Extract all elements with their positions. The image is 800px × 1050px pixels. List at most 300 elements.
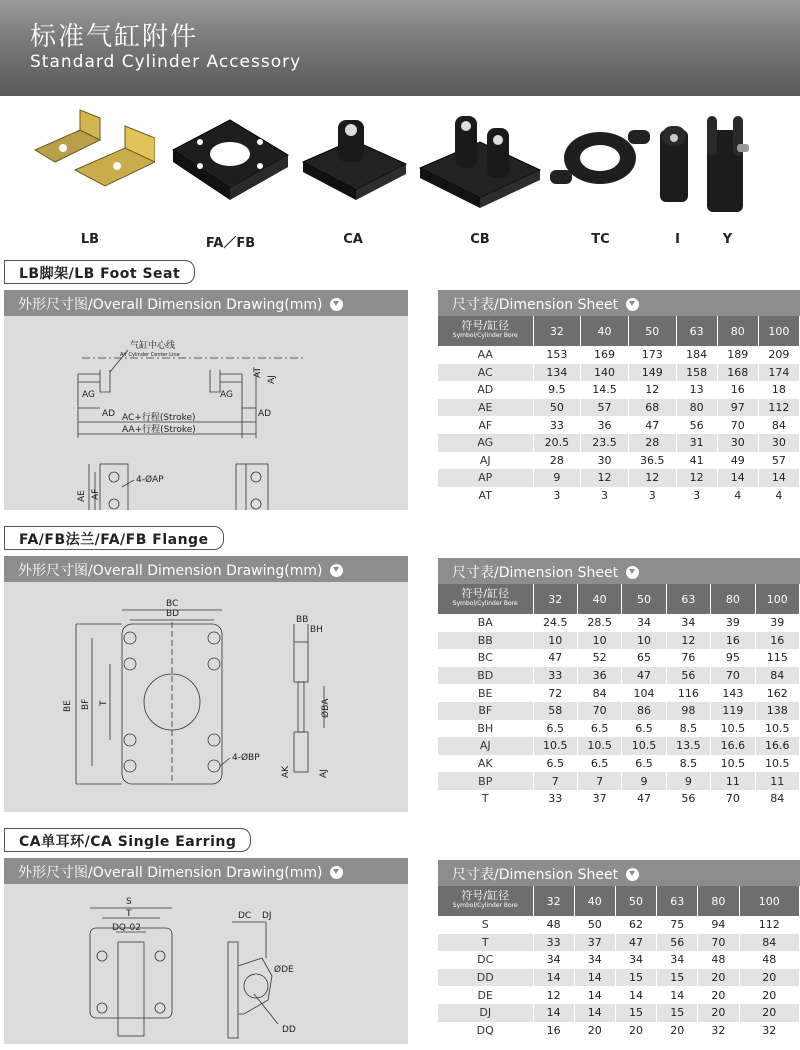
table-row xyxy=(438,755,800,773)
value-cell: 10.5 xyxy=(711,755,755,773)
bb-label: BB xyxy=(296,615,309,625)
bore-header: 50 xyxy=(622,584,666,614)
value-cell: 70 xyxy=(711,790,755,808)
table-row xyxy=(438,969,800,987)
value-cell: 70 xyxy=(717,416,758,434)
bore-header: 40 xyxy=(581,316,629,346)
value-cell: 189 xyxy=(717,346,758,364)
value-cell: 3 xyxy=(676,487,717,505)
value-cell: 112 xyxy=(758,399,799,417)
value-cell: 57 xyxy=(581,399,629,417)
ac-label: AC+行程(Stroke) xyxy=(122,413,196,423)
center-line-label-en: Air Cylinder Center Line xyxy=(120,352,180,358)
bore-header: 80 xyxy=(717,316,758,346)
product-label: LB xyxy=(80,232,100,247)
value-cell: 153 xyxy=(533,346,581,364)
value-cell: 184 xyxy=(676,346,717,364)
value-cell: 6.5 xyxy=(622,755,666,773)
value-cell: 12 xyxy=(666,632,710,650)
symbol-cell: S xyxy=(438,916,533,934)
value-cell: 36 xyxy=(581,416,629,434)
product-gallery xyxy=(0,100,800,250)
value-cell: 50 xyxy=(533,399,581,417)
table-row xyxy=(438,667,800,685)
value-cell: 95 xyxy=(711,649,755,667)
table-row xyxy=(438,790,800,808)
value-cell: 28.5 xyxy=(577,614,621,632)
fa-dimension-sheet xyxy=(438,558,800,808)
dj-label: DJ xyxy=(262,911,272,921)
value-cell: 47 xyxy=(622,667,666,685)
table-row xyxy=(438,614,800,632)
ag-label-right: AG xyxy=(220,390,233,400)
value-cell: 12 xyxy=(628,381,676,399)
symbol-cell: T xyxy=(438,934,533,952)
value-cell: 7 xyxy=(533,772,577,790)
value-cell: 169 xyxy=(581,346,629,364)
product-label: TC xyxy=(591,232,610,247)
value-cell: 34 xyxy=(657,951,698,969)
value-cell: 9 xyxy=(622,772,666,790)
value-cell: 34 xyxy=(615,951,656,969)
symbol-cell: T xyxy=(438,790,533,808)
t-label: T xyxy=(99,700,109,706)
value-cell: 24.5 xyxy=(533,614,577,632)
value-cell: 36.5 xyxy=(628,452,676,470)
value-cell: 112 xyxy=(739,916,799,934)
value-cell: 97 xyxy=(717,399,758,417)
value-cell: 41 xyxy=(676,452,717,470)
value-cell: 75 xyxy=(657,916,698,934)
symbol-cell: AK xyxy=(438,755,533,773)
bore-header: 50 xyxy=(628,316,676,346)
fa-dimension-drawing xyxy=(4,582,408,812)
lb-dimension-drawing xyxy=(4,316,408,510)
value-cell: 16 xyxy=(717,381,758,399)
table-row xyxy=(438,916,800,934)
page-title-cn: 标准气缸附件 xyxy=(30,22,199,52)
value-cell: 15 xyxy=(657,1004,698,1022)
product-label: FA／FB xyxy=(205,236,256,251)
value-cell: 10 xyxy=(622,632,666,650)
value-cell: 80 xyxy=(676,399,717,417)
value-cell: 70 xyxy=(711,667,755,685)
value-cell: 116 xyxy=(666,684,710,702)
value-cell: 173 xyxy=(628,346,676,364)
value-cell: 58 xyxy=(533,702,577,720)
value-cell: 32 xyxy=(739,1022,799,1040)
ca-drawing-bar xyxy=(4,858,408,884)
s-label: S xyxy=(126,897,132,907)
value-cell: 49 xyxy=(717,452,758,470)
bore-header: 100 xyxy=(755,584,799,614)
value-cell: 16 xyxy=(711,632,755,650)
value-cell: 18 xyxy=(758,381,799,399)
info-icon xyxy=(330,866,343,879)
table-row xyxy=(438,346,800,364)
table-row xyxy=(438,772,800,790)
value-cell: 31 xyxy=(676,434,717,452)
symbol-cell: AA xyxy=(438,346,533,364)
value-cell: 34 xyxy=(574,951,615,969)
t-label: T xyxy=(126,909,132,919)
table-row xyxy=(438,684,800,702)
symbol-cell: BB xyxy=(438,632,533,650)
value-cell: 6.5 xyxy=(577,755,621,773)
value-cell: 16.6 xyxy=(711,737,755,755)
value-cell: 11 xyxy=(711,772,755,790)
value-cell: 14 xyxy=(615,986,656,1004)
value-cell: 20 xyxy=(698,1004,739,1022)
symbol-cell: BF xyxy=(438,702,533,720)
lb-dimension-sheet xyxy=(438,290,800,504)
symbol-header: 符号/缸径 Symbol/Cylinder Bore xyxy=(438,886,533,916)
page-title-en: Standard Cylinder Accessory xyxy=(30,52,302,72)
bore-header: 63 xyxy=(657,886,698,916)
value-cell: 20.5 xyxy=(533,434,581,452)
value-cell: 12 xyxy=(628,469,676,487)
table-row xyxy=(438,649,800,667)
product-cb xyxy=(415,100,545,247)
value-cell: 33 xyxy=(533,667,577,685)
table-row xyxy=(438,487,800,505)
table-row xyxy=(438,1022,800,1040)
value-cell: 10 xyxy=(533,632,577,650)
table-row xyxy=(438,632,800,650)
af-label: AF xyxy=(91,488,101,500)
info-icon xyxy=(626,298,639,311)
symbol-cell: BE xyxy=(438,684,533,702)
value-cell: 50 xyxy=(574,916,615,934)
ca-section-tab: CA单耳环/CA Single Earring xyxy=(4,828,251,852)
value-cell: 70 xyxy=(577,702,621,720)
value-cell: 56 xyxy=(676,416,717,434)
lb-sheet-bar xyxy=(438,290,800,316)
table-header xyxy=(438,584,800,614)
table-row xyxy=(438,720,800,738)
value-cell: 14 xyxy=(657,986,698,1004)
value-cell: 115 xyxy=(755,649,799,667)
table-row xyxy=(438,986,800,1004)
symbol-cell: BA xyxy=(438,614,533,632)
table-row xyxy=(438,434,800,452)
value-cell: 4 xyxy=(717,487,758,505)
symbol-cell: DE xyxy=(438,986,533,1004)
value-cell: 62 xyxy=(615,916,656,934)
value-cell: 12 xyxy=(581,469,629,487)
value-cell: 20 xyxy=(698,969,739,987)
symbol-cell: AJ xyxy=(438,737,533,755)
value-cell: 13 xyxy=(676,381,717,399)
lb-drawing-title: 外形尺寸图/Overall Dimension Drawing(mm) xyxy=(18,297,323,313)
table-row xyxy=(438,702,800,720)
value-cell: 30 xyxy=(758,434,799,452)
fa-section-tab: FA/FB法兰/FA/FB Flange xyxy=(4,526,224,550)
value-cell: 48 xyxy=(698,951,739,969)
page-header xyxy=(0,0,800,96)
value-cell: 104 xyxy=(622,684,666,702)
table-row xyxy=(438,416,800,434)
value-cell: 23.5 xyxy=(581,434,629,452)
value-cell: 47 xyxy=(615,934,656,952)
value-cell: 36 xyxy=(577,667,621,685)
value-cell: 86 xyxy=(622,702,666,720)
bore-header: 32 xyxy=(533,316,581,346)
value-cell: 14 xyxy=(574,986,615,1004)
symbol-cell: DD xyxy=(438,969,533,987)
table-row xyxy=(438,399,800,417)
info-icon xyxy=(330,564,343,577)
value-cell: 84 xyxy=(758,416,799,434)
table-body xyxy=(438,346,800,504)
value-cell: 37 xyxy=(577,790,621,808)
dc-label: DC xyxy=(238,911,252,921)
bore-header: 63 xyxy=(666,584,710,614)
ca-dimension-table xyxy=(438,886,800,1039)
ak-label: AK xyxy=(281,765,291,778)
table-row xyxy=(438,951,800,969)
value-cell: 84 xyxy=(755,790,799,808)
symbol-cell: BH xyxy=(438,720,533,738)
ca-dimension-sheet xyxy=(438,860,800,1039)
value-cell: 68 xyxy=(628,399,676,417)
bd-label: BD xyxy=(166,609,180,619)
value-cell: 140 xyxy=(581,364,629,382)
center-line-label-cn: 气缸中心线 xyxy=(130,341,176,351)
tc-trunnion-photo xyxy=(548,100,653,210)
info-icon xyxy=(626,868,639,881)
value-cell: 20 xyxy=(739,1004,799,1022)
value-cell: 76 xyxy=(666,649,710,667)
fa-drawing-title: 外形尺寸图/Overall Dimension Drawing(mm) xyxy=(18,563,323,579)
symbol-cell: AC xyxy=(438,364,533,382)
symbol-cell: AG xyxy=(438,434,533,452)
value-cell: 6.5 xyxy=(622,720,666,738)
symbol-cell: AP xyxy=(438,469,533,487)
ca-sheet-bar xyxy=(438,860,800,886)
product-label: CB xyxy=(470,232,490,247)
value-cell: 209 xyxy=(758,346,799,364)
table-header xyxy=(438,886,800,916)
value-cell: 14.5 xyxy=(581,381,629,399)
value-cell: 30 xyxy=(717,434,758,452)
lb-section-tab: LB脚架/LB Foot Seat xyxy=(4,260,195,284)
info-icon xyxy=(626,566,639,579)
fa-sheet-title: 尺寸表/Dimension Sheet xyxy=(452,565,619,581)
ca-sheet-title: 尺寸表/Dimension Sheet xyxy=(452,867,619,883)
value-cell: 11 xyxy=(755,772,799,790)
value-cell: 33 xyxy=(533,416,581,434)
value-cell: 20 xyxy=(615,1022,656,1040)
value-cell: 10.5 xyxy=(755,720,799,738)
ae-label: AE xyxy=(77,490,87,502)
bore-header: 80 xyxy=(711,584,755,614)
value-cell: 9.5 xyxy=(533,381,581,399)
value-cell: 56 xyxy=(657,934,698,952)
aa-label: AA+行程(Stroke) xyxy=(122,425,196,435)
value-cell: 10.5 xyxy=(755,755,799,773)
value-cell: 72 xyxy=(533,684,577,702)
product-label: I xyxy=(675,232,680,247)
bore-header: 100 xyxy=(739,886,799,916)
table-body xyxy=(438,614,800,808)
bore-header: 32 xyxy=(533,886,574,916)
value-cell: 20 xyxy=(698,986,739,1004)
value-cell: 20 xyxy=(657,1022,698,1040)
symbol-cell: AD xyxy=(438,381,533,399)
value-cell: 10.5 xyxy=(577,737,621,755)
fa-fb-flange-photo xyxy=(168,100,293,210)
ad-label-right: AD xyxy=(258,409,272,419)
value-cell: 162 xyxy=(755,684,799,702)
bore-header: 100 xyxy=(758,316,799,346)
value-cell: 34 xyxy=(666,614,710,632)
value-cell: 10.5 xyxy=(711,720,755,738)
de-label: ØDE xyxy=(274,965,294,975)
symbol-cell: AE xyxy=(438,399,533,417)
value-cell: 143 xyxy=(711,684,755,702)
symbol-cell: AF xyxy=(438,416,533,434)
value-cell: 4 xyxy=(758,487,799,505)
value-cell: 30 xyxy=(581,452,629,470)
fa-sheet-bar xyxy=(438,558,800,584)
bf-label: BF xyxy=(81,698,91,710)
symbol-cell: BP xyxy=(438,772,533,790)
value-cell: 70 xyxy=(698,934,739,952)
aj-label: AJ xyxy=(319,769,329,778)
ca-drawing-panel xyxy=(4,858,408,1044)
value-cell: 8.5 xyxy=(666,720,710,738)
value-cell: 10.5 xyxy=(533,737,577,755)
table-row xyxy=(438,934,800,952)
value-cell: 47 xyxy=(628,416,676,434)
value-cell: 20 xyxy=(739,986,799,1004)
value-cell: 3 xyxy=(581,487,629,505)
value-cell: 6.5 xyxy=(533,720,577,738)
value-cell: 48 xyxy=(739,951,799,969)
value-cell: 14 xyxy=(533,1004,574,1022)
value-cell: 37 xyxy=(574,934,615,952)
ap-label: 4-ØAP xyxy=(136,475,164,485)
value-cell: 20 xyxy=(574,1022,615,1040)
at-label: AT xyxy=(253,367,263,378)
value-cell: 10.5 xyxy=(622,737,666,755)
value-cell: 84 xyxy=(755,667,799,685)
symbol-header: 符号/缸径 Symbol/Cylinder Bore xyxy=(438,584,533,614)
value-cell: 15 xyxy=(615,1004,656,1022)
symbol-cell: AT xyxy=(438,487,533,505)
bp-label: 4-ØBP xyxy=(232,753,260,763)
value-cell: 12 xyxy=(676,469,717,487)
symbol-cell: BC xyxy=(438,649,533,667)
value-cell: 47 xyxy=(622,790,666,808)
product-y xyxy=(695,100,760,247)
lb-drawing-bar xyxy=(4,290,408,316)
ca-dimension-drawing xyxy=(4,884,408,1044)
product-ca xyxy=(298,100,408,247)
info-icon xyxy=(330,298,343,311)
dd-label: DD xyxy=(282,1025,296,1035)
fa-dimension-table xyxy=(438,584,800,808)
value-cell: 14 xyxy=(574,1004,615,1022)
value-cell: 119 xyxy=(711,702,755,720)
value-cell: 32 xyxy=(698,1022,739,1040)
symbol-cell: AJ xyxy=(438,452,533,470)
aj-label: AJ xyxy=(267,375,277,384)
y-clevis-photo xyxy=(695,100,760,220)
value-cell: 8.5 xyxy=(666,755,710,773)
value-cell: 98 xyxy=(666,702,710,720)
value-cell: 149 xyxy=(628,364,676,382)
value-cell: 13.5 xyxy=(666,737,710,755)
value-cell: 52 xyxy=(577,649,621,667)
bc-label: BC xyxy=(166,599,179,609)
value-cell: 14 xyxy=(574,969,615,987)
value-cell: 57 xyxy=(758,452,799,470)
value-cell: 9 xyxy=(533,469,581,487)
table-row xyxy=(438,381,800,399)
value-cell: 6.5 xyxy=(533,755,577,773)
cb-double-earring-photo xyxy=(415,100,545,210)
value-cell: 47 xyxy=(533,649,577,667)
value-cell: 28 xyxy=(628,434,676,452)
value-cell: 14 xyxy=(533,969,574,987)
table-row xyxy=(438,452,800,470)
value-cell: 134 xyxy=(533,364,581,382)
be-label: BE xyxy=(63,700,73,712)
bore-header: 40 xyxy=(577,584,621,614)
value-cell: 33 xyxy=(533,790,577,808)
value-cell: 15 xyxy=(615,969,656,987)
value-cell: 56 xyxy=(666,667,710,685)
value-cell: 16 xyxy=(755,632,799,650)
value-cell: 65 xyxy=(622,649,666,667)
bore-header: 80 xyxy=(698,886,739,916)
product-label: Y xyxy=(722,232,733,247)
table-header xyxy=(438,316,800,346)
value-cell: 14 xyxy=(717,469,758,487)
table-row xyxy=(438,737,800,755)
value-cell: 16 xyxy=(533,1022,574,1040)
value-cell: 28 xyxy=(533,452,581,470)
symbol-cell: DQ xyxy=(438,1022,533,1040)
value-cell: 84 xyxy=(577,684,621,702)
ag-label-left: AG xyxy=(82,390,95,400)
value-cell: 15 xyxy=(657,969,698,987)
fa-drawing-bar xyxy=(4,556,408,582)
ba-label: ØBA xyxy=(321,698,331,718)
value-cell: 33 xyxy=(533,934,574,952)
value-cell: 39 xyxy=(711,614,755,632)
lb-sheet-title: 尺寸表/Dimension Sheet xyxy=(452,297,619,313)
value-cell: 94 xyxy=(698,916,739,934)
value-cell: 9 xyxy=(666,772,710,790)
ca-earring-photo xyxy=(298,100,408,210)
table-row xyxy=(438,1004,800,1022)
value-cell: 84 xyxy=(739,934,799,952)
value-cell: 6.5 xyxy=(577,720,621,738)
value-cell: 34 xyxy=(533,951,574,969)
ad-label-left: AD xyxy=(102,409,116,419)
value-cell: 16.6 xyxy=(755,737,799,755)
value-cell: 3 xyxy=(533,487,581,505)
lb-drawing-panel xyxy=(4,290,408,510)
product-fa-fb xyxy=(168,100,293,251)
bh-label: BH xyxy=(310,625,323,635)
fa-drawing-panel xyxy=(4,556,408,812)
table-row xyxy=(438,469,800,487)
bore-header: 50 xyxy=(615,886,656,916)
